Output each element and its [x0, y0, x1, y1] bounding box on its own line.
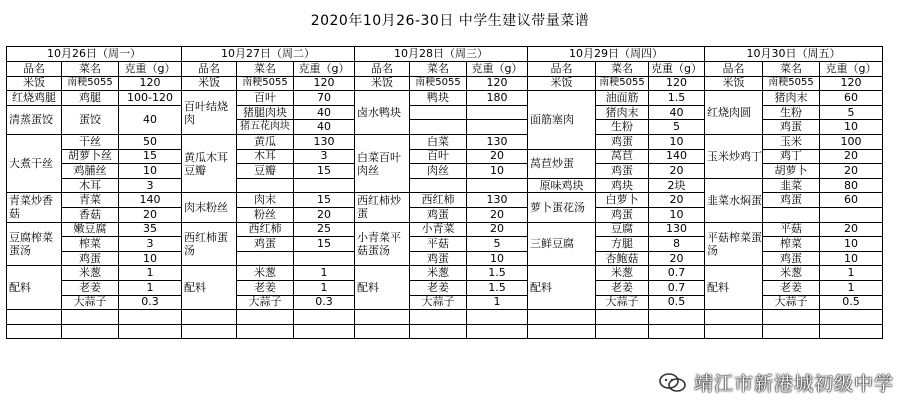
dish-name: 配料: [355, 266, 410, 310]
ingredient-name: 生粉: [763, 105, 820, 120]
empty-cell: [355, 324, 410, 339]
ingredient-weight: 10: [119, 251, 182, 266]
ingredient-name: 大蒜子: [237, 295, 294, 310]
ingredient-weight: 10: [820, 237, 883, 252]
header-cai: 菜名: [596, 62, 649, 77]
ingredient-weight: 10: [649, 207, 705, 222]
dish-name: 米饭: [7, 76, 62, 91]
ingredient-weight: 100-120: [119, 91, 182, 106]
empty-cell: [62, 310, 119, 325]
ingredient-weight: 1: [820, 280, 883, 295]
ingredient-weight: 10: [649, 134, 705, 149]
empty-cell: [763, 207, 820, 222]
ingredient-name: 榨菜: [62, 237, 119, 252]
ingredient-name: 老姜: [763, 280, 820, 295]
ingredient-name: 猪五花肉块: [237, 120, 294, 135]
dish-name: 小青菜平菇蛋汤: [355, 222, 410, 266]
header-pin: 品名: [705, 62, 763, 77]
ingredient-name: 玉米: [763, 134, 820, 149]
dish-name: 莴苣炒蛋: [528, 149, 596, 178]
ingredient-name: 大蒜子: [596, 295, 649, 310]
ingredient-weight: 10: [820, 120, 883, 135]
empty-cell: [649, 310, 705, 325]
ingredient-name: 大蒜子: [763, 295, 820, 310]
ingredient-weight: 20: [820, 222, 883, 237]
ingredient-weight: 2块: [649, 178, 705, 193]
ingredient-name: 米葱: [596, 266, 649, 281]
ingredient-weight: 20: [467, 222, 528, 237]
table-row: [7, 91, 883, 106]
ingredient-name: 木耳: [237, 149, 294, 164]
empty-cell: [294, 251, 355, 266]
ingredient-name: 南粳5055: [237, 76, 294, 91]
table-row: [7, 310, 883, 325]
ingredient-name: 鸡蛋: [763, 193, 820, 208]
empty-cell: [237, 178, 294, 193]
ingredient-weight: 0.5: [820, 295, 883, 310]
ingredient-weight: 10: [820, 251, 883, 266]
ingredient-name: 大蒜子: [410, 295, 467, 310]
dish-name: 面筋塞肉: [528, 91, 596, 149]
dish-name: 玉米炒鸡丁: [705, 134, 763, 178]
day-header: 10月28日（周三）: [355, 47, 528, 62]
ingredient-weight: 130: [649, 222, 705, 237]
dish-name: 配料: [705, 266, 763, 310]
empty-cell: [237, 251, 294, 266]
header-ke: 克重（g）: [467, 62, 528, 77]
ingredient-name: 杏鲍菇: [596, 251, 649, 266]
ingredient-weight: 1: [294, 280, 355, 295]
empty-cell: [410, 324, 467, 339]
ingredient-name: 胡萝卜: [763, 164, 820, 179]
ingredient-weight: 20: [467, 207, 528, 222]
ingredient-weight: 1: [119, 280, 182, 295]
empty-cell: [294, 310, 355, 325]
empty-cell: [528, 310, 596, 325]
empty-cell: [649, 324, 705, 339]
ingredient-name: 老姜: [596, 280, 649, 295]
table-row: [7, 76, 883, 91]
ingredient-name: 干丝: [62, 134, 119, 149]
dish-name: 米饭: [182, 76, 237, 91]
ingredient-weight: 20: [119, 207, 182, 222]
ingredient-name: 西红柿: [237, 222, 294, 237]
ingredient-weight: 0.7: [649, 266, 705, 281]
ingredient-name: 鸡蛋: [763, 251, 820, 266]
ingredient-name: 油面筋: [596, 91, 649, 106]
menu-table: [6, 46, 883, 339]
ingredient-weight: 50: [119, 134, 182, 149]
empty-cell: [410, 105, 467, 120]
dish-name: 豆腐榨菜蛋汤: [7, 222, 62, 266]
ingredient-weight: 1.5: [467, 280, 528, 295]
ingredient-weight: 1: [119, 266, 182, 281]
ingredient-name: 米葱: [62, 266, 119, 281]
header-pin: 品名: [528, 62, 596, 77]
ingredient-weight: 5: [467, 237, 528, 252]
ingredient-name: 粉丝: [237, 207, 294, 222]
ingredient-weight: 120: [294, 76, 355, 91]
ingredient-weight: 20: [467, 149, 528, 164]
header-cai: 菜名: [763, 62, 820, 77]
ingredient-name: 木耳: [62, 178, 119, 193]
dish-name: 西红柿蛋汤: [182, 222, 237, 266]
ingredient-name: 百叶: [237, 91, 294, 106]
ingredient-name: 南粳5055: [62, 76, 119, 91]
dish-name: 清蒸蛋饺: [7, 105, 62, 134]
ingredient-weight: 0.3: [294, 295, 355, 310]
dish-name: 白菜百叶肉丝: [355, 134, 410, 192]
ingredient-weight: 35: [119, 222, 182, 237]
ingredient-weight: 130: [467, 193, 528, 208]
ingredient-weight: 15: [294, 164, 355, 179]
ingredient-weight: 20: [294, 207, 355, 222]
ingredient-name: 米葱: [237, 266, 294, 281]
ingredient-name: 小青菜: [410, 222, 467, 237]
empty-cell: [763, 324, 820, 339]
dish-name: 米饭: [355, 76, 410, 91]
ingredient-name: 生粉: [596, 120, 649, 135]
ingredient-name: 老姜: [410, 280, 467, 295]
ingredient-name: 豆腐: [596, 222, 649, 237]
ingredient-name: 老姜: [237, 280, 294, 295]
dish-name: 百叶结烧肉: [182, 91, 237, 135]
dish-name: 米饭: [705, 76, 763, 91]
ingredient-name: 南粳5055: [410, 76, 467, 91]
dish-name: 青菜炒香菇: [7, 193, 62, 222]
ingredient-weight: 1: [467, 295, 528, 310]
empty-cell: [596, 324, 649, 339]
empty-cell: [705, 324, 763, 339]
ingredient-weight: 1.5: [467, 266, 528, 281]
empty-cell: [7, 310, 62, 325]
ingredient-name: 老姜: [62, 280, 119, 295]
ingredient-weight: 20: [649, 164, 705, 179]
dish-name: 萝卜蛋花汤: [528, 193, 596, 222]
ingredient-weight: 180: [467, 91, 528, 106]
ingredient-name: 猪肉末: [763, 91, 820, 106]
ingredient-name: 鸡蛋: [596, 207, 649, 222]
ingredient-name: 平菇: [410, 237, 467, 252]
ingredient-name: 鸡蛋: [410, 207, 467, 222]
ingredient-name: 猪肉末: [596, 105, 649, 120]
ingredient-weight: 1: [820, 266, 883, 281]
watermark: [658, 369, 894, 396]
empty-cell: [596, 310, 649, 325]
ingredient-name: 鸡蛋: [410, 251, 467, 266]
table-row: [7, 266, 883, 281]
ingredient-name: 南粳5055: [596, 76, 649, 91]
dish-name: 黄瓜木耳豆瓣: [182, 134, 237, 192]
ingredient-name: 鸡蛋: [596, 164, 649, 179]
ingredient-name: 鸡蛋: [237, 237, 294, 252]
ingredient-name: 百叶: [410, 149, 467, 164]
dish-name: 大煮干丝: [7, 134, 62, 192]
day-header: 10月27日（周二）: [182, 47, 355, 62]
empty-cell: [467, 324, 528, 339]
ingredient-name: 鸡腿: [62, 91, 119, 106]
ingredient-weight: 140: [119, 193, 182, 208]
header-cai: 菜名: [237, 62, 294, 77]
ingredient-weight: 0.7: [649, 280, 705, 295]
dish-name: 米饭: [528, 76, 596, 91]
ingredient-weight: 1.5: [649, 91, 705, 106]
ingredient-name: 白萝卜: [596, 193, 649, 208]
ingredient-weight: 15: [294, 193, 355, 208]
empty-cell: [820, 207, 883, 222]
dish-name: 卤水鸭块: [355, 91, 410, 135]
ingredient-name: 鸡块: [596, 178, 649, 193]
ingredient-weight: 100: [820, 134, 883, 149]
table-row: [7, 134, 883, 149]
ingredient-weight: 10: [467, 164, 528, 179]
day-header-row: [7, 47, 883, 62]
ingredient-weight: 70: [294, 91, 355, 106]
empty-cell: [355, 310, 410, 325]
ingredient-weight: 20: [820, 149, 883, 164]
ingredient-weight: 5: [649, 120, 705, 135]
empty-cell: [410, 310, 467, 325]
ingredient-name: 胡萝卜丝: [62, 149, 119, 164]
ingredient-name: 青菜: [62, 193, 119, 208]
ingredient-name: 鸡蛋: [62, 251, 119, 266]
empty-cell: [528, 324, 596, 339]
dish-name: 红烧肉圆: [705, 91, 763, 135]
dish-name: 原味鸡块: [528, 178, 596, 193]
empty-cell: [467, 105, 528, 120]
header-cai: 菜名: [62, 62, 119, 77]
empty-cell: [7, 324, 62, 339]
header-cai: 菜名: [410, 62, 467, 77]
ingredient-weight: 8: [649, 237, 705, 252]
ingredient-weight: 3: [119, 178, 182, 193]
empty-cell: [467, 120, 528, 135]
ingredient-name: 平菇: [763, 222, 820, 237]
ingredient-weight: 120: [467, 76, 528, 91]
ingredient-name: 猪腿肉块: [237, 105, 294, 120]
ingredient-weight: 130: [467, 134, 528, 149]
wechat-icon: [658, 372, 688, 394]
ingredient-weight: 15: [119, 149, 182, 164]
ingredient-weight: 3: [119, 237, 182, 252]
empty-cell: [467, 310, 528, 325]
ingredient-name: 方腿: [596, 237, 649, 252]
ingredient-weight: 60: [820, 193, 883, 208]
empty-cell: [294, 324, 355, 339]
dish-name: 肉末粉丝: [182, 193, 237, 222]
empty-cell: [119, 310, 182, 325]
ingredient-name: 大蒜子: [62, 295, 119, 310]
ingredient-weight: 1: [294, 266, 355, 281]
ingredient-weight: 20: [649, 251, 705, 266]
watermark-text: 靖江市新港城初级中学: [693, 373, 894, 395]
dish-name: 韭菜水焖蛋: [705, 178, 763, 222]
ingredient-weight: 15: [294, 237, 355, 252]
empty-cell: [294, 178, 355, 193]
ingredient-name: 莴苣: [596, 149, 649, 164]
header-pin: 品名: [355, 62, 410, 77]
day-header: 10月30日（周五）: [705, 47, 883, 62]
ingredient-weight: 120: [119, 76, 182, 91]
empty-cell: [763, 310, 820, 325]
dish-name: 配料: [7, 266, 62, 310]
ingredient-name: 香菇: [62, 207, 119, 222]
ingredient-name: 肉丝: [410, 164, 467, 179]
ingredient-name: 肉末: [237, 193, 294, 208]
empty-cell: [410, 178, 467, 193]
ingredient-weight: 5: [820, 105, 883, 120]
empty-cell: [467, 178, 528, 193]
ingredient-weight: 10: [467, 251, 528, 266]
ingredient-name: 鸡蛋: [596, 134, 649, 149]
ingredient-weight: 60: [820, 91, 883, 106]
column-header-row: [7, 62, 883, 77]
empty-cell: [182, 324, 237, 339]
ingredient-name: 鸡丁: [763, 149, 820, 164]
table-row: [7, 324, 883, 339]
ingredient-name: 米葱: [410, 266, 467, 281]
dish-name: 红烧鸡腿: [7, 91, 62, 106]
ingredient-weight: 40: [294, 105, 355, 120]
header-ke: 克重（g）: [820, 62, 883, 77]
table-row: [7, 222, 883, 237]
ingredient-weight: 3: [294, 149, 355, 164]
empty-cell: [237, 310, 294, 325]
empty-cell: [705, 310, 763, 325]
ingredient-weight: 40: [294, 120, 355, 135]
ingredient-name: 嫩豆腐: [62, 222, 119, 237]
ingredient-name: 蛋饺: [62, 105, 119, 134]
dish-name: 配料: [182, 266, 237, 310]
ingredient-name: 豆瓣: [237, 164, 294, 179]
page-title: 2020年10月26-30日 中学生建议带量菜谱: [310, 13, 590, 29]
table-row: [7, 178, 883, 193]
ingredient-weight: 80: [820, 178, 883, 193]
header-ke: 克重（g）: [649, 62, 705, 77]
ingredient-name: 榨菜: [763, 237, 820, 252]
ingredient-weight: 20: [649, 193, 705, 208]
ingredient-weight: 130: [294, 134, 355, 149]
ingredient-weight: 40: [119, 105, 182, 134]
dish-name: 三鲜豆腐: [528, 222, 596, 266]
empty-cell: [119, 324, 182, 339]
ingredient-name: 白菜: [410, 134, 467, 149]
ingredient-name: 鸡脯丝: [62, 164, 119, 179]
header-pin: 品名: [7, 62, 62, 77]
ingredient-name: 韭菜: [763, 178, 820, 193]
empty-cell: [62, 324, 119, 339]
header-ke: 克重（g）: [119, 62, 182, 77]
ingredient-name: 黄瓜: [237, 134, 294, 149]
dish-name: 西红柿炒蛋: [355, 193, 410, 222]
ingredient-weight: 25: [294, 222, 355, 237]
header-pin: 品名: [182, 62, 237, 77]
ingredient-name: 鸡蛋: [763, 120, 820, 135]
ingredient-weight: 20: [820, 164, 883, 179]
empty-cell: [237, 324, 294, 339]
ingredient-weight: 0.5: [649, 295, 705, 310]
ingredient-weight: 10: [119, 164, 182, 179]
ingredient-weight: 40: [649, 105, 705, 120]
dish-name: 平菇榨菜蛋汤: [705, 222, 763, 266]
empty-cell: [182, 310, 237, 325]
ingredient-name: 鸭块: [410, 91, 467, 106]
dish-name: 配料: [528, 266, 596, 310]
empty-cell: [820, 324, 883, 339]
ingredient-name: 米葱: [763, 266, 820, 281]
ingredient-weight: 120: [820, 76, 883, 91]
ingredient-name: 南粳5055: [763, 76, 820, 91]
ingredient-name: 西红柿: [410, 193, 467, 208]
day-header: 10月26日（周一）: [7, 47, 182, 62]
ingredient-weight: 120: [649, 76, 705, 91]
ingredient-weight: 140: [649, 149, 705, 164]
day-header: 10月29日（周四）: [528, 47, 705, 62]
empty-cell: [820, 310, 883, 325]
header-ke: 克重（g）: [294, 62, 355, 77]
empty-cell: [410, 120, 467, 135]
ingredient-weight: 0.3: [119, 295, 182, 310]
